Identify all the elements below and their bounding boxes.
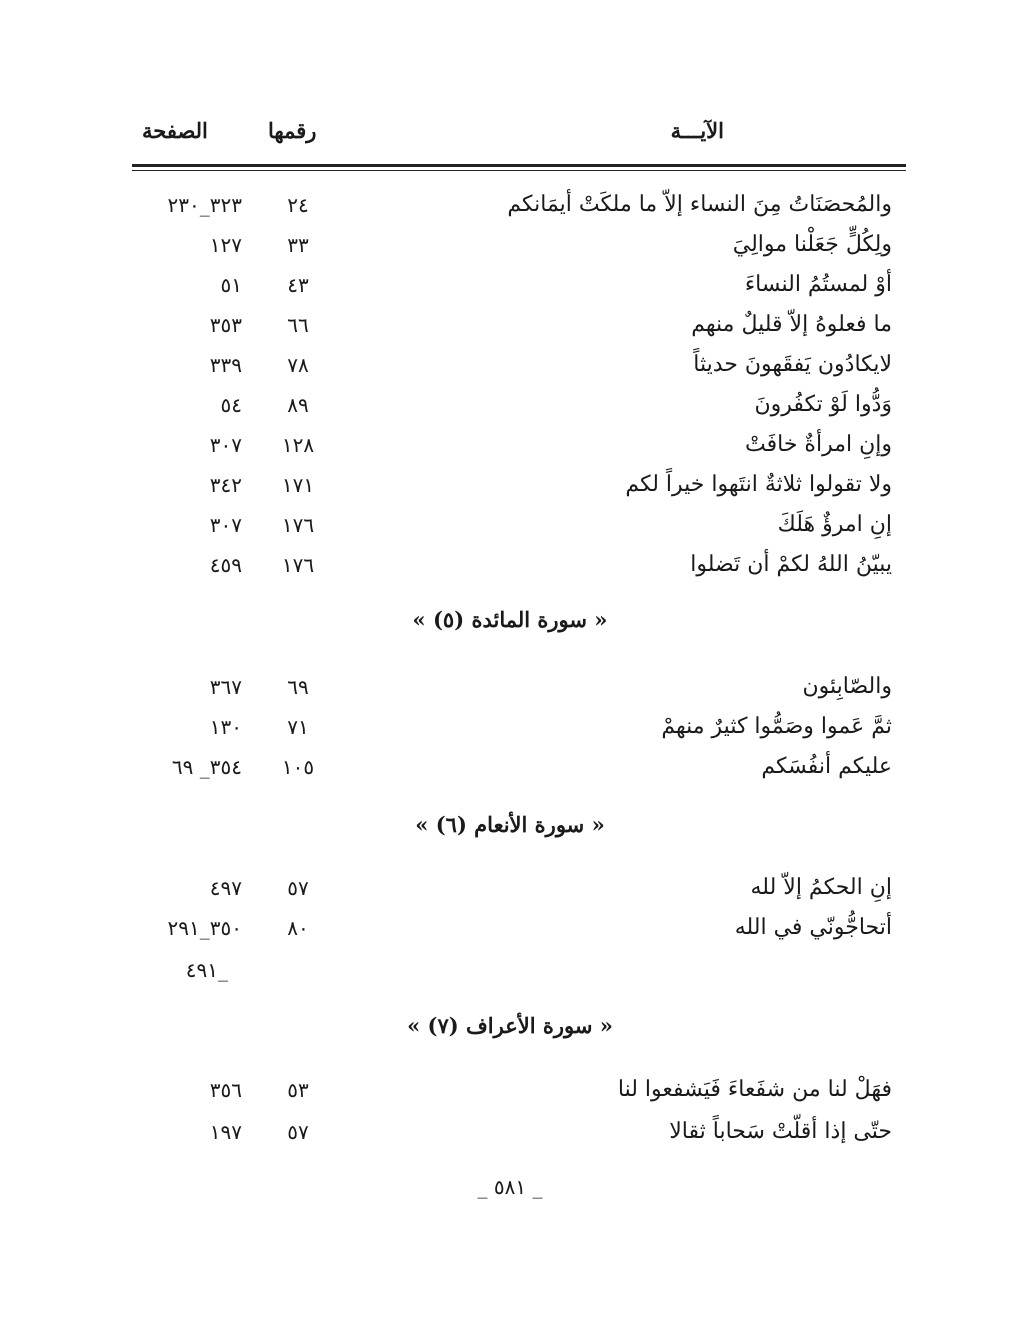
table-row [0, 913, 1020, 953]
table-row [0, 270, 1020, 310]
verse-text: أتحاجُّونّي في الله [734, 915, 892, 940]
table-row [0, 873, 1020, 913]
page-reference: _٤٩١ [185, 958, 228, 982]
verse-text: عليكم أنفُسَكم [761, 754, 892, 779]
verse-text: ولِكُلٍّ جَعَلْنا موالِيَ [732, 232, 892, 257]
column-header-verse: الآيـــة [670, 118, 724, 143]
verse-text: فهَلْ لنا من شفَعاءَ فَيَشفعوا لنا [617, 1077, 892, 1102]
page-reference: ٣٥٠_٢٩١ [167, 916, 242, 940]
table-row [0, 1075, 1020, 1115]
page-reference: ٣٠٧ [209, 513, 242, 537]
table-row [0, 712, 1020, 752]
verse-number: ٤٣ [287, 273, 309, 297]
table-row [0, 230, 1020, 270]
verse-number: ١٧٦ [281, 553, 315, 577]
verse-text: إنِ الحكمُ إلاّ لله [750, 875, 892, 900]
verse-text: أوْ لمستُمُ النساءَ [744, 272, 892, 297]
verse-number: ١٠٥ [281, 755, 315, 779]
table-row [0, 310, 1020, 350]
page-reference: ٣٤٢ [209, 473, 242, 497]
verse-number: ١٢٨ [281, 433, 315, 457]
column-header-page: الصفحة [142, 118, 208, 143]
page-reference: ٣٣٩ [209, 353, 242, 377]
verse-text: وإنِ امرأةٌ خافَتْ [745, 432, 892, 457]
sura-heading-al-maida: « سورة المائدة (٥) » [412, 607, 608, 632]
verse-number: ٦٦ [287, 313, 309, 337]
page-reference: ١٩٧ [209, 1120, 242, 1144]
verse-text: لايكادُون يَفقَهونَ حديثاً [693, 352, 892, 377]
verse-text: يبيّنُ اللهُ لكمْ أن تَضلوا [690, 552, 892, 577]
verse-number: ٥٧ [287, 876, 309, 900]
sura-heading-al-araf: « سورة الأعراف (٧) » [407, 1013, 613, 1038]
table-row [0, 430, 1020, 470]
verse-text: ولا تقولوا ثلاثةٌ انتَهوا خيراً لكم [625, 472, 892, 497]
table-row [0, 1117, 1020, 1157]
page-reference: ٤٥٩ [209, 553, 242, 577]
page-reference: ٣٥٦ [209, 1078, 242, 1102]
page-number: _ ٥٨١ _ [477, 1175, 543, 1199]
verse-text: وَدُّوا لَوْ تكفُرونَ [754, 392, 892, 417]
verse-text: ما فعلوهُ إلاّ قليلٌ منهم [691, 312, 892, 337]
page-reference: ٤٩٧ [209, 876, 242, 900]
verse-number: ٧١ [287, 715, 309, 739]
table-row [0, 190, 1020, 230]
column-header-number: رقمها [268, 118, 317, 143]
table-row [0, 955, 1020, 995]
page-reference: ٣٥٣ [209, 313, 242, 337]
table-row [0, 510, 1020, 550]
page-reference: ٥١ [220, 273, 242, 297]
page-reference: ٣٥٤_ ٦٩ [171, 755, 242, 779]
verse-number: ٨٩ [287, 393, 309, 417]
header-rule-thin [132, 170, 906, 171]
verse-number: ٨٠ [287, 916, 309, 940]
verse-text: إنِ امرؤٌ هَلَكَ [777, 512, 892, 537]
verse-text: والصّابِئون [802, 674, 892, 699]
table-row [0, 390, 1020, 430]
page-reference: ٣٠٧ [209, 433, 242, 457]
page-reference: ١٣٠ [209, 715, 242, 739]
verse-number: ٥٧ [287, 1120, 309, 1144]
page-reference: ٣٦٧ [209, 675, 242, 699]
verse-number: ٧٨ [287, 353, 309, 377]
table-row [0, 752, 1020, 792]
verse-number: ١٧٦ [281, 513, 315, 537]
page-reference: ٥٤ [220, 393, 242, 417]
sura-heading-al-anam: « سورة الأنعام (٦) » [415, 812, 605, 837]
verse-number: ٣٣ [287, 233, 309, 257]
verse-number: ١٧١ [281, 473, 315, 497]
verse-number: ٢٤ [287, 193, 309, 217]
verse-text: حتّى إذا أقلّتْ سَحاباً ثقالا [669, 1119, 892, 1144]
table-row [0, 350, 1020, 390]
verse-text: والمُحصَنَاتُ مِنَ النساء إلاّ ما ملكَتْ أيمَانكم [507, 192, 892, 217]
header-rule-thick [132, 164, 906, 167]
verse-number: ٥٣ [287, 1078, 309, 1102]
verse-number: ٦٩ [287, 675, 309, 699]
table-row [0, 672, 1020, 712]
verse-text: ثمَّ عَموا وصَمُّوا كثيرٌ منهمْ [661, 714, 892, 739]
page-reference: ٣٢٣_٢٣٠ [167, 193, 242, 217]
table-row [0, 470, 1020, 510]
page-reference: ١٢٧ [209, 233, 242, 257]
table-row [0, 550, 1020, 590]
